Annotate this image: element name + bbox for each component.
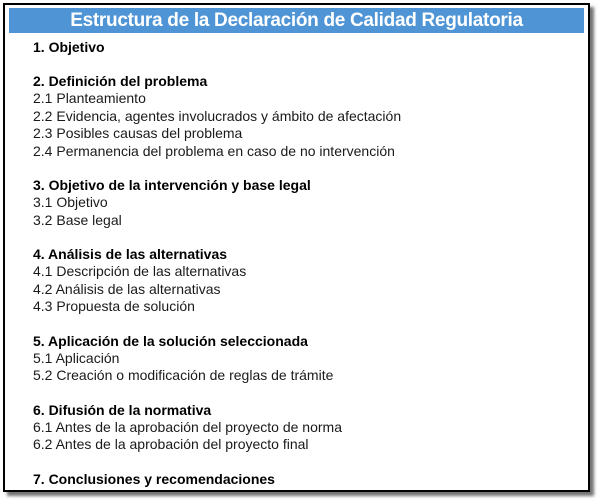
section-title: 4. Análisis de las alternativas	[33, 246, 228, 262]
list-item: 5.2 Creación o modificación de reglas de trámite	[33, 367, 334, 383]
section-objetivo-intervencion	[33, 176, 584, 229]
section-aplicacion-solucion	[33, 332, 584, 385]
list-item: 2.2 Evidencia, agentes involucrados y ámbito de afectación	[33, 107, 402, 124]
list-item: 6.2 Antes de la aprobación del proyecto final	[33, 436, 309, 452]
list-item: 5.1 Aplicación	[33, 349, 120, 366]
section-title: 6. Difusión de la normativa	[33, 401, 212, 418]
section-title: 7. Conclusiones y recomendaciones	[33, 470, 275, 487]
list-item: 2.4 Permanencia del problema en caso de no intervención	[33, 142, 395, 159]
section-title: 2. Definición del problema	[33, 73, 208, 89]
document-frame	[3, 3, 590, 492]
list-item: 4.1 Descripción de las alternativas	[33, 263, 247, 279]
section-difusion-normativa	[33, 401, 584, 454]
list-item: 2.3 Posibles causas del problema	[33, 125, 243, 141]
list-item: 4.3 Propuesta de solución	[33, 298, 195, 314]
section-objetivo	[33, 38, 584, 56]
document-title: Estructura de la Declaración de Calidad Regulatoria	[9, 8, 584, 33]
section-title: 1. Objetivo	[33, 39, 105, 55]
list-item: 2.1 Planteamiento	[33, 90, 146, 106]
section-title: 5. Aplicación de la solución seleccionada	[33, 332, 308, 349]
section-definicion-problema	[33, 72, 584, 160]
section-conclusiones	[33, 470, 584, 488]
structure-list	[33, 38, 584, 504]
list-item: 3.2 Base legal	[33, 211, 122, 228]
list-item: 3.1 Objetivo	[33, 194, 108, 210]
section-title: 3. Objetivo de la intervención y base legal	[33, 177, 311, 193]
list-item: 6.1 Antes de la aprobación del proyecto de norma	[33, 418, 342, 435]
list-item: 4.2 Análisis de las alternativas	[33, 280, 221, 297]
section-analisis-alternativas	[33, 245, 584, 316]
